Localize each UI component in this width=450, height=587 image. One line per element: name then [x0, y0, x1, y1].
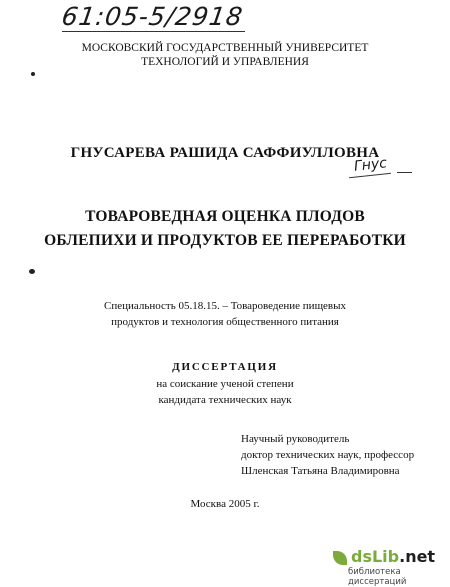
archive-stamp-number: 61:05-5/2918: [59, 2, 246, 31]
degree-line-1: на соискание ученой степени: [156, 378, 294, 390]
scan-speck: [31, 72, 35, 76]
degree-line-2: кандидата технических наук: [158, 394, 292, 406]
watermark-logo-tld: .net: [399, 547, 436, 566]
watermark-logo: [351, 547, 435, 566]
university-name-line-2: ТЕХНОЛОГИЙ И УПРАВЛЕНИЯ: [141, 56, 309, 68]
dissertation-title-line-1: ТОВАРОВЕДНАЯ ОЦЕНКА ПЛОДОВ: [85, 208, 365, 225]
leaf-icon: [333, 551, 347, 565]
university-name-line-1: МОСКОВСКИЙ ГОСУДАРСТВЕННЫЙ УНИВЕРСИТЕТ: [81, 42, 369, 54]
specialty-line-1: Специальность 05.18.15. – Товароведение пищевых: [103, 300, 347, 312]
author-name: ГНУСАРЕВА РАШИДА САФФИУЛЛОВНА: [70, 145, 380, 161]
supervisor-name: Шленская Татьяна Владимировна: [241, 465, 400, 477]
stamp-underline: [62, 31, 245, 32]
signature-dash: [397, 172, 412, 173]
supervisor-label: Научный руководитель: [241, 433, 350, 445]
author-signature: Гнус: [353, 155, 388, 175]
dissertation-title-line-2: ОБЛЕПИХИ И ПРОДУКТОВ ЕЕ ПЕРЕРАБОТКИ: [44, 232, 406, 249]
watermark-logo-main: dsLib: [351, 547, 400, 566]
city-year: Москва 2005 г.: [190, 498, 260, 510]
watermark-subtitle: библиотека диссертаций: [348, 567, 407, 587]
specialty-line-2: продуктов и технология общественного питания: [111, 316, 339, 328]
dissertation-heading: ДИССЕРТАЦИЯ: [172, 361, 278, 373]
supervisor-title: доктор технических наук, профессор: [241, 449, 415, 461]
scan-speck: [29, 269, 35, 274]
